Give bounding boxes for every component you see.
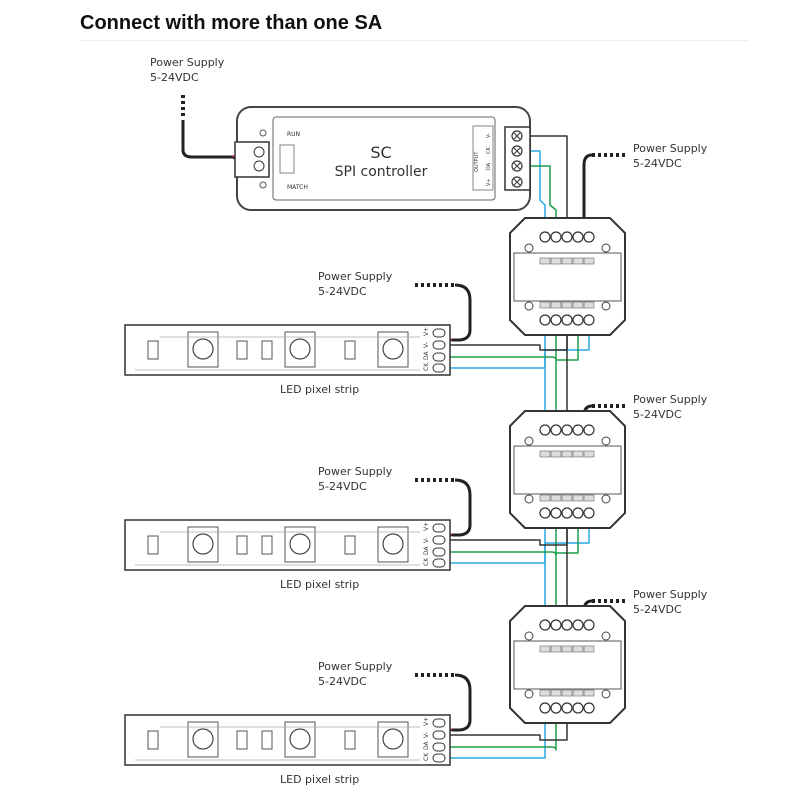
resistor	[148, 341, 158, 359]
output-pin-label	[584, 495, 594, 501]
output-pin-label	[540, 690, 550, 696]
resistor	[148, 536, 158, 554]
resistor	[237, 341, 247, 359]
controller-subtitle: SPI controller	[334, 164, 428, 180]
power-cable	[584, 155, 592, 223]
match-label: MATCH	[287, 184, 308, 191]
strip-pin-label: DA	[423, 741, 430, 750]
input-terminal	[551, 232, 561, 242]
power-supply-voltage: 5-24VDC	[318, 480, 367, 493]
output-label: OUTPUT	[474, 151, 480, 172]
input-terminal	[540, 425, 550, 435]
input-pin-label	[573, 258, 583, 264]
strip-pad	[433, 536, 445, 544]
input-pin-label	[551, 451, 561, 457]
input-terminal	[540, 232, 550, 242]
resistor	[345, 536, 355, 554]
input-pin-label	[540, 258, 550, 264]
strip-pin-label: V-	[423, 537, 430, 543]
strip-pin-label: V+	[423, 521, 430, 531]
strip-pin-label: DA	[423, 546, 430, 555]
output-terminal	[562, 703, 572, 713]
input-pin-label	[584, 451, 594, 457]
power-supply-label: Power Supply	[318, 270, 393, 283]
output-terminal	[562, 508, 572, 518]
input-terminal	[562, 620, 572, 630]
output-pin-label	[551, 690, 561, 696]
resistor	[237, 536, 247, 554]
resistor	[345, 341, 355, 359]
output-terminal	[540, 703, 550, 713]
output-terminal	[540, 508, 550, 518]
strip-pin-label: V-	[423, 732, 430, 738]
strip-pin-label: V+	[423, 716, 430, 726]
power-supply-voltage: 5-24VDC	[318, 285, 367, 298]
resistor	[262, 731, 272, 749]
strip-pad	[433, 353, 445, 361]
sa-amplifier	[510, 218, 625, 335]
sa-amplifier	[510, 411, 625, 528]
input-terminal	[540, 620, 550, 630]
output-pin-label: V+	[486, 178, 492, 186]
input-pin-label	[562, 646, 572, 652]
input-terminal	[551, 620, 561, 630]
power-cable	[452, 285, 470, 340]
strip-label: LED pixel strip	[280, 383, 360, 396]
strip-label: LED pixel strip	[280, 578, 360, 591]
output-pin-label	[551, 302, 561, 308]
output-terminal	[573, 508, 583, 518]
input-pin-label	[551, 258, 561, 264]
output-pin-label	[573, 495, 583, 501]
power-cable	[452, 675, 470, 730]
strip-pad	[433, 743, 445, 751]
power-supply-voltage: 5-24VDC	[150, 71, 199, 84]
input-terminal	[584, 425, 594, 435]
strip-pad	[433, 341, 445, 349]
input-terminal	[562, 425, 572, 435]
power-supply-voltage: 5-24VDC	[633, 157, 682, 170]
strip-pad	[433, 548, 445, 556]
output-pin-label	[584, 690, 594, 696]
output-terminal	[573, 703, 583, 713]
input-pin-label	[540, 646, 550, 652]
input-pin-label	[584, 646, 594, 652]
output-pin-label	[562, 690, 572, 696]
power-supply-label: Power Supply	[318, 465, 393, 478]
strip-label: LED pixel strip	[280, 773, 360, 786]
strip-pin-label: CK	[423, 362, 430, 371]
power-supply-label: Power Supply	[318, 660, 393, 673]
input-terminal	[573, 620, 583, 630]
input-terminal	[573, 425, 583, 435]
power-supply-voltage: 5-24VDC	[318, 675, 367, 688]
output-terminal	[584, 703, 594, 713]
led-pixel-strip	[125, 520, 450, 591]
output-terminal	[551, 315, 561, 325]
input-pin-label	[551, 646, 561, 652]
strip-pin-label: V-	[423, 342, 430, 348]
input-terminal	[584, 620, 594, 630]
output-pin-label: DA	[486, 162, 492, 170]
strip-pad	[433, 524, 445, 532]
input-pin-label	[573, 646, 583, 652]
run-label: RUN	[287, 131, 301, 138]
power-supply-label: Power Supply	[150, 56, 225, 69]
output-terminal	[584, 315, 594, 325]
strip-pad	[433, 719, 445, 727]
sa-amplifier	[510, 606, 625, 723]
output-terminal	[573, 315, 583, 325]
power-cable	[452, 480, 470, 535]
input-pin-label	[562, 258, 572, 264]
input-pin-label	[573, 451, 583, 457]
input-terminal	[584, 232, 594, 242]
resistor	[237, 731, 247, 749]
power-supply-label: Power Supply	[633, 588, 708, 601]
resistor	[262, 536, 272, 554]
input-terminal	[562, 232, 572, 242]
input-pin-label	[584, 258, 594, 264]
output-terminal	[551, 703, 561, 713]
output-terminal	[551, 508, 561, 518]
resistor	[148, 731, 158, 749]
input-pin-label	[540, 451, 550, 457]
output-pin-label	[562, 495, 572, 501]
strip-pin-label: CK	[423, 557, 430, 566]
strip-pin-label: CK	[423, 752, 430, 761]
resistor	[345, 731, 355, 749]
strip-pad	[433, 754, 445, 762]
output-pin-label	[551, 495, 561, 501]
output-pin-label	[540, 495, 550, 501]
page-title: Connect with more than one SA	[80, 12, 383, 34]
power-supply-label: Power Supply	[633, 393, 708, 406]
sc-spi-controller	[235, 107, 530, 210]
strip-pin-label: V+	[423, 326, 430, 336]
strip-pad	[433, 329, 445, 337]
strip-pad	[433, 559, 445, 567]
input-pin-label	[562, 451, 572, 457]
power-supply-voltage: 5-24VDC	[633, 408, 682, 421]
controller-name: SC	[370, 143, 392, 162]
output-pin-label	[562, 302, 572, 308]
power-supply-label: Power Supply	[633, 142, 708, 155]
output-terminal	[584, 508, 594, 518]
input-terminal	[551, 425, 561, 435]
output-pin-label	[573, 690, 583, 696]
output-pin-label: V-	[486, 133, 492, 138]
led-pixel-strip	[125, 715, 450, 786]
led-pixel-strip	[125, 325, 450, 396]
power-supply-voltage: 5-24VDC	[633, 603, 682, 616]
output-pin-label	[584, 302, 594, 308]
input-terminal	[573, 232, 583, 242]
strip-pad	[433, 731, 445, 739]
strip-pad	[433, 364, 445, 372]
resistor	[262, 341, 272, 359]
output-terminal	[540, 315, 550, 325]
strip-pin-label: DA	[423, 351, 430, 360]
output-pin-label	[540, 302, 550, 308]
output-pin-label	[573, 302, 583, 308]
output-pin-label: CK	[486, 147, 492, 154]
output-terminal	[562, 315, 572, 325]
